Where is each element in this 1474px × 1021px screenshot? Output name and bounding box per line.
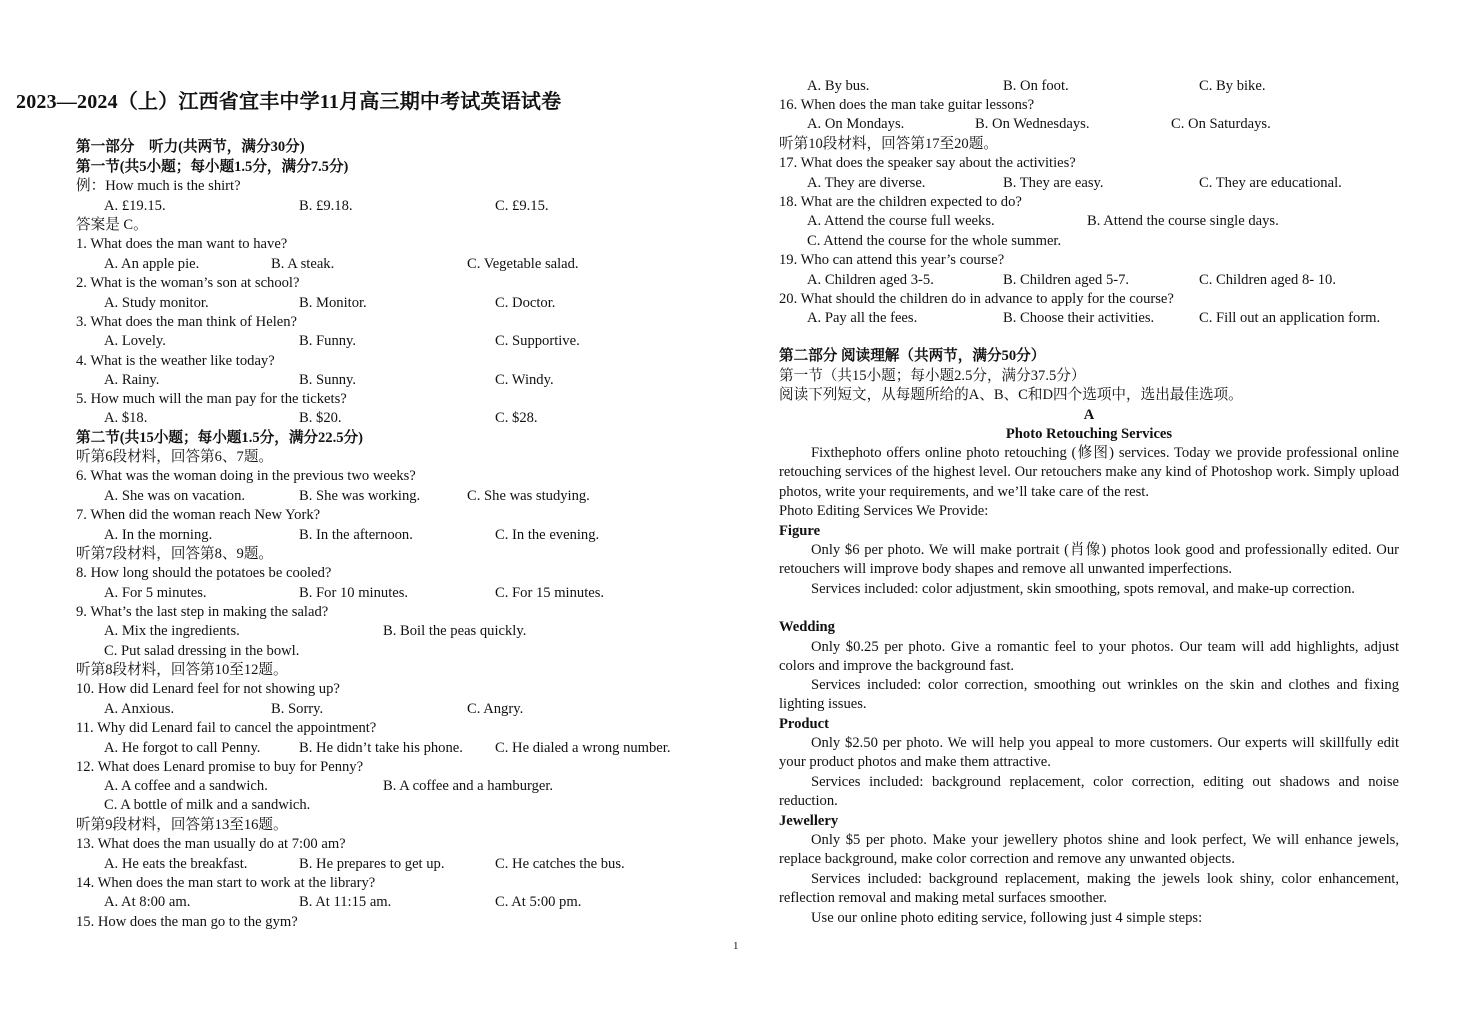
question-5: 5. How much will the man pay for the tickets?	[76, 391, 347, 407]
material-8-instruction: 听第8段材料，回答第10至12题。	[76, 662, 288, 678]
option-a: A. She was on vacation.	[104, 488, 246, 504]
option-c: C. For 15 minutes.	[495, 585, 605, 601]
question-12: 12. What does Lenard promise to buy for Penny?	[76, 759, 364, 775]
option-c: C. On Saturdays.	[1171, 116, 1271, 132]
option-c: C. Doctor.	[495, 295, 556, 311]
material-7-instruction: 听第7段材料，回答第8、9题。	[76, 546, 274, 562]
product-description: Only $2.50 per photo. We will help you appeal to more customers. Our experts will skillfully edit your product photos and make them attractive.	[779, 735, 1399, 771]
option-c: C. In the evening.	[495, 527, 600, 543]
option-c: C. He dialed a wrong number.	[495, 740, 671, 756]
option-b: B. £9.18.	[299, 198, 353, 214]
question-15: 15. How does the man go to the gym?	[76, 914, 298, 930]
option-a: A. On Mondays.	[807, 116, 905, 132]
question-11: 11. Why did Lenard fail to cancel the appointment?	[76, 720, 377, 736]
passage-intro: Fixthephoto offers online photo retouching (修图) services. Today we provide professional online retouching services of the highest level. Our retouchers make any kind of Photoshop work. Simply upload photos, write your requirements, and we’ll take care of the rest.	[779, 445, 1399, 500]
option-c: C. At 5:00 pm.	[495, 894, 582, 910]
wedding-services: Services included: color correction, smoothing out wrinkles on the skin and clothes and fixing lighting issues.	[779, 677, 1399, 713]
option-a: A. A coffee and a sandwich.	[104, 778, 268, 794]
option-b: B. On foot.	[1003, 78, 1069, 94]
option-a: A. Mix the ingredients.	[104, 623, 240, 639]
material-6-instruction: 听第6段材料，回答第6、7题。	[76, 449, 274, 465]
option-a: A. Lovely.	[104, 333, 166, 349]
passage-letter: A	[1083, 407, 1095, 423]
option-b: B. A coffee and a hamburger.	[383, 778, 554, 794]
option-b: B. On Wednesdays.	[975, 116, 1090, 132]
option-c: C. Angry.	[467, 701, 524, 717]
question-8: 8. How long should the potatoes be cooled?	[76, 565, 332, 581]
part2-heading: 第二部分 阅读理解（共两节，满分50分）	[779, 348, 1046, 364]
option-c: C. Children aged 8- 10.	[1199, 272, 1336, 288]
jewellery-services: Services included: background replacement, making the jewels look shiny, color enhancement, reflection removal and making metal surfaces smoother.	[779, 871, 1399, 907]
material-10-instruction: 听第10段材料，回答第17至20题。	[779, 136, 998, 152]
option-a: A. They are diverse.	[807, 175, 926, 191]
example-question: 例：How much is the shirt?	[76, 178, 241, 194]
option-b: B. Attend the course single days.	[1087, 213, 1279, 229]
question-16: 16. When does the man take guitar lessons?	[779, 97, 1035, 113]
option-b: B. Funny.	[299, 333, 357, 349]
figure-heading: Figure	[779, 523, 821, 539]
part2-instruction: 阅读下列短文，从每题所给的A、B、C和D四个选项中，选出最佳选项。	[779, 387, 1243, 403]
part2-section1-heading: 第一节（共15小题；每小题2.5分，满分37.5分）	[779, 368, 1086, 384]
wedding-description: Only $0.25 per photo. Give a romantic feel to your photos. Our team will add highlights, adjust colors and improve the background fast.	[779, 639, 1399, 675]
wedding-heading: Wedding	[779, 619, 835, 635]
option-a: A. In the morning.	[104, 527, 213, 543]
question-6: 6. What was the woman doing in the previous two weeks?	[76, 468, 416, 484]
option-b: B. Boil the peas quickly.	[383, 623, 527, 639]
option-a: A. Rainy.	[104, 372, 160, 388]
option-b: B. In the afternoon.	[299, 527, 413, 543]
product-services: Services included: background replacement, color correction, editing out shadows and noise reduction.	[779, 774, 1399, 810]
product-heading: Product	[779, 716, 829, 732]
option-b: B. Choose their activities.	[1003, 310, 1155, 326]
question-17: 17. What does the speaker say about the activities?	[779, 155, 1076, 171]
option-c: C. Fill out an application form.	[1199, 310, 1381, 326]
option-a: A. Attend the course full weeks.	[807, 213, 995, 229]
option-a: A. Anxious.	[104, 701, 175, 717]
question-1: 1. What does the man want to have?	[76, 236, 288, 252]
option-b: B. A steak.	[271, 256, 335, 272]
services-heading: Photo Editing Services We Provide:	[779, 503, 989, 519]
option-c: C. She was studying.	[467, 488, 590, 504]
question-20: 20. What should the children do in advance to apply for the course?	[779, 291, 1174, 307]
option-c: C. Vegetable salad.	[467, 256, 579, 272]
option-c: C. By bike.	[1199, 78, 1266, 94]
question-3: 3. What does the man think of Helen?	[76, 314, 298, 330]
option-a: A. $18.	[104, 410, 148, 426]
option-b: B. Monitor.	[299, 295, 367, 311]
figure-description: Only $6 per photo. We will make portrait (肖像) photos look good and professionally edited. Our retouchers will improve body shapes and remove all unwanted imperfections.	[779, 542, 1399, 578]
option-a: A. Pay all the fees.	[807, 310, 918, 326]
option-b: B. He prepares to get up.	[299, 856, 445, 872]
question-10: 10. How did Lenard feel for not showing up?	[76, 681, 340, 697]
question-9-option-c: C. Put salad dressing in the bowl.	[104, 643, 300, 659]
option-a: A. An apple pie.	[104, 256, 200, 272]
question-9: 9. What’s the last step in making the salad?	[76, 604, 329, 620]
option-c: C. $28.	[495, 410, 538, 426]
option-a: A. He eats the breakfast.	[104, 856, 248, 872]
option-c: C. £9.15.	[495, 198, 549, 214]
option-a: A. For 5 minutes.	[104, 585, 207, 601]
option-b: B. Sunny.	[299, 372, 357, 388]
question-18-option-c: C. Attend the course for the whole summer.	[807, 233, 1062, 249]
option-b: B. He didn’t take his phone.	[299, 740, 463, 756]
passage-title: Photo Retouching Services	[1005, 426, 1173, 442]
jewellery-description: Only $5 per photo. Make your jewellery photos shine and look perfect, We will enhance jewels, replace background, make color correction and remove any unwanted objects.	[779, 832, 1399, 868]
option-b: B. They are easy.	[1003, 175, 1104, 191]
question-7: 7. When did the woman reach New York?	[76, 507, 321, 523]
closing-line: Use our online photo editing service, following just 4 simple steps:	[811, 910, 1203, 926]
question-18: 18. What are the children expected to do?	[779, 194, 1022, 210]
option-a: A. Children aged 3-5.	[807, 272, 934, 288]
question-14: 14. When does the man start to work at the library?	[76, 875, 376, 891]
option-a: A. He forgot to call Penny.	[104, 740, 261, 756]
exam-title: 2023—2024（上）江西省宜丰中学11月高三期中考试英语试卷	[16, 91, 562, 113]
example-answer: 答案是 C。	[76, 217, 148, 233]
section1-heading: 第一节(共5小题；每小题1.5分，满分7.5分)	[76, 159, 349, 175]
jewellery-heading: Jewellery	[779, 813, 839, 829]
option-b: B. She was working.	[299, 488, 421, 504]
option-a: A. At 8:00 am.	[104, 894, 191, 910]
section2-heading: 第二节(共15小题；每小题1.5分，满分22.5分)	[76, 430, 364, 446]
page-number: 1	[733, 940, 739, 952]
option-b: B. $20.	[299, 410, 342, 426]
material-9-instruction: 听第9段材料，回答第13至16题。	[76, 817, 288, 833]
question-19: 19. Who can attend this year’s course?	[779, 252, 1005, 268]
question-13: 13. What does the man usually do at 7:00 am?	[76, 836, 346, 852]
option-b: B. Children aged 5-7.	[1003, 272, 1130, 288]
option-b: B. For 10 minutes.	[299, 585, 409, 601]
option-c: C. Windy.	[495, 372, 554, 388]
option-a: A. By bus.	[807, 78, 870, 94]
option-b: B. At 11:15 am.	[299, 894, 392, 910]
option-c: C. Supportive.	[495, 333, 580, 349]
option-a: A. £19.15.	[104, 198, 166, 214]
figure-services: Services included: color adjustment, skin smoothing, spots removal, and make-up correction.	[811, 581, 1355, 597]
part1-heading: 第一部分 听力(共两节，满分30分)	[76, 139, 305, 155]
question-2: 2. What is the woman’s son at school?	[76, 275, 300, 291]
option-b: B. Sorry.	[271, 701, 324, 717]
option-c: C. They are educational.	[1199, 175, 1342, 191]
option-c: C. He catches the bus.	[495, 856, 625, 872]
question-12-option-c: C. A bottle of milk and a sandwich.	[104, 797, 311, 813]
question-4: 4. What is the weather like today?	[76, 353, 275, 369]
option-a: A. Study monitor.	[104, 295, 209, 311]
